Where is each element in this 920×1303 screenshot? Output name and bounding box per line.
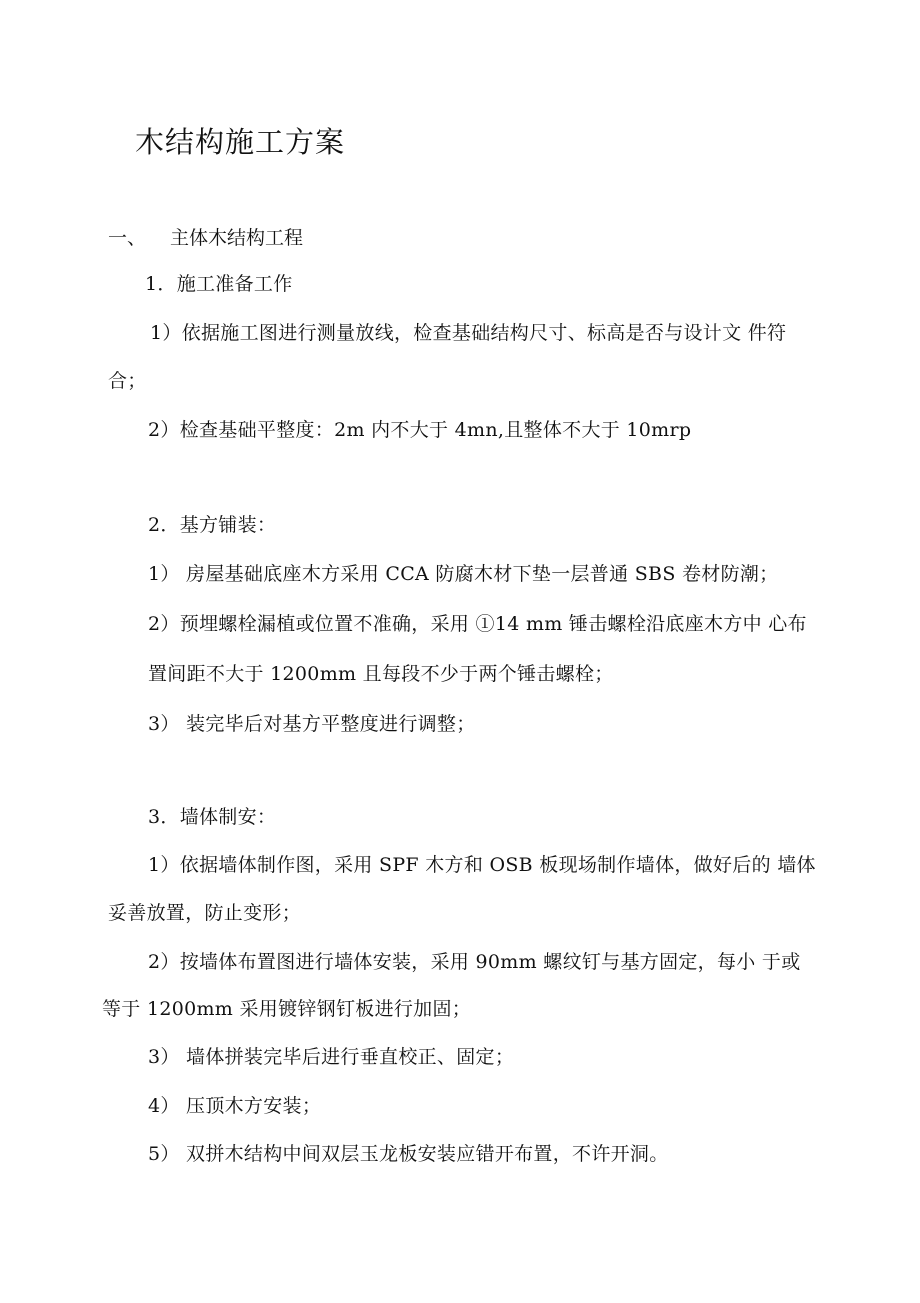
subsection-2-item-2-line-1: 2）预埋螺栓漏植或位置不准确，采用 ①14 mm 锤击螺栓沿底座木方中 心布: [148, 613, 807, 635]
subsection-3-heading: 3．墙体制安：: [148, 806, 277, 828]
subsection-2-heading: 2．基方铺装：: [148, 514, 277, 536]
subsection-3-item-2-line-2: 等于 1200mm 采用镀锌钢钉板进行加固；: [102, 998, 472, 1020]
document-title: 木结构施工方案: [135, 125, 346, 159]
subsection-2-item-2-line-2: 置间距不大于 1200mm 且每段不少于两个锤击螺栓；: [148, 663, 614, 685]
subsection-2-item-1: 1） 房屋基础底座木方采用 CCA 防腐木材下垫一层普通 SBS 卷材防潮；: [148, 563, 779, 585]
subsection-3-item-1-line-1: 1）依据墙体制作图，采用 SPF 木方和 OSB 板现场制作墙体，做好后的 墙体: [148, 854, 816, 876]
section-title: 主体木结构工程: [170, 227, 304, 249]
subsection-3-item-4: 4） 压顶木方安装；: [148, 1095, 322, 1117]
subsection-1-item-2: 2）检查基础平整度：2m 内不大于 4mn,且整体不大于 10mrp: [148, 419, 692, 441]
subsection-1-item-1-line-2: 合；: [108, 370, 147, 392]
subsection-3-item-3: 3） 墙体拼装完毕后进行垂直校正、固定；: [148, 1046, 515, 1068]
subsection-2-item-3: 3） 装完毕后对基方平整度进行调整；: [148, 713, 476, 735]
subsection-3-item-2-line-1: 2）按墙体布置图进行墙体安装，采用 90mm 螺纹钉与基方固定，每小 于或: [148, 951, 801, 973]
subsection-1-heading: 1．施工准备工作: [145, 273, 293, 295]
subsection-1-item-1-line-1: 1）依据施工图进行测量放线，检查基础结构尺寸、标高是否与设计文 件符: [150, 322, 787, 344]
section-number: 一、: [108, 227, 147, 249]
subsection-3-item-5: 5） 双拼木结构中间双层玉龙板安装应错开布置，不许开洞。: [148, 1143, 669, 1165]
subsection-3-item-1-line-2: 妥善放置，防止变形；: [108, 902, 302, 924]
